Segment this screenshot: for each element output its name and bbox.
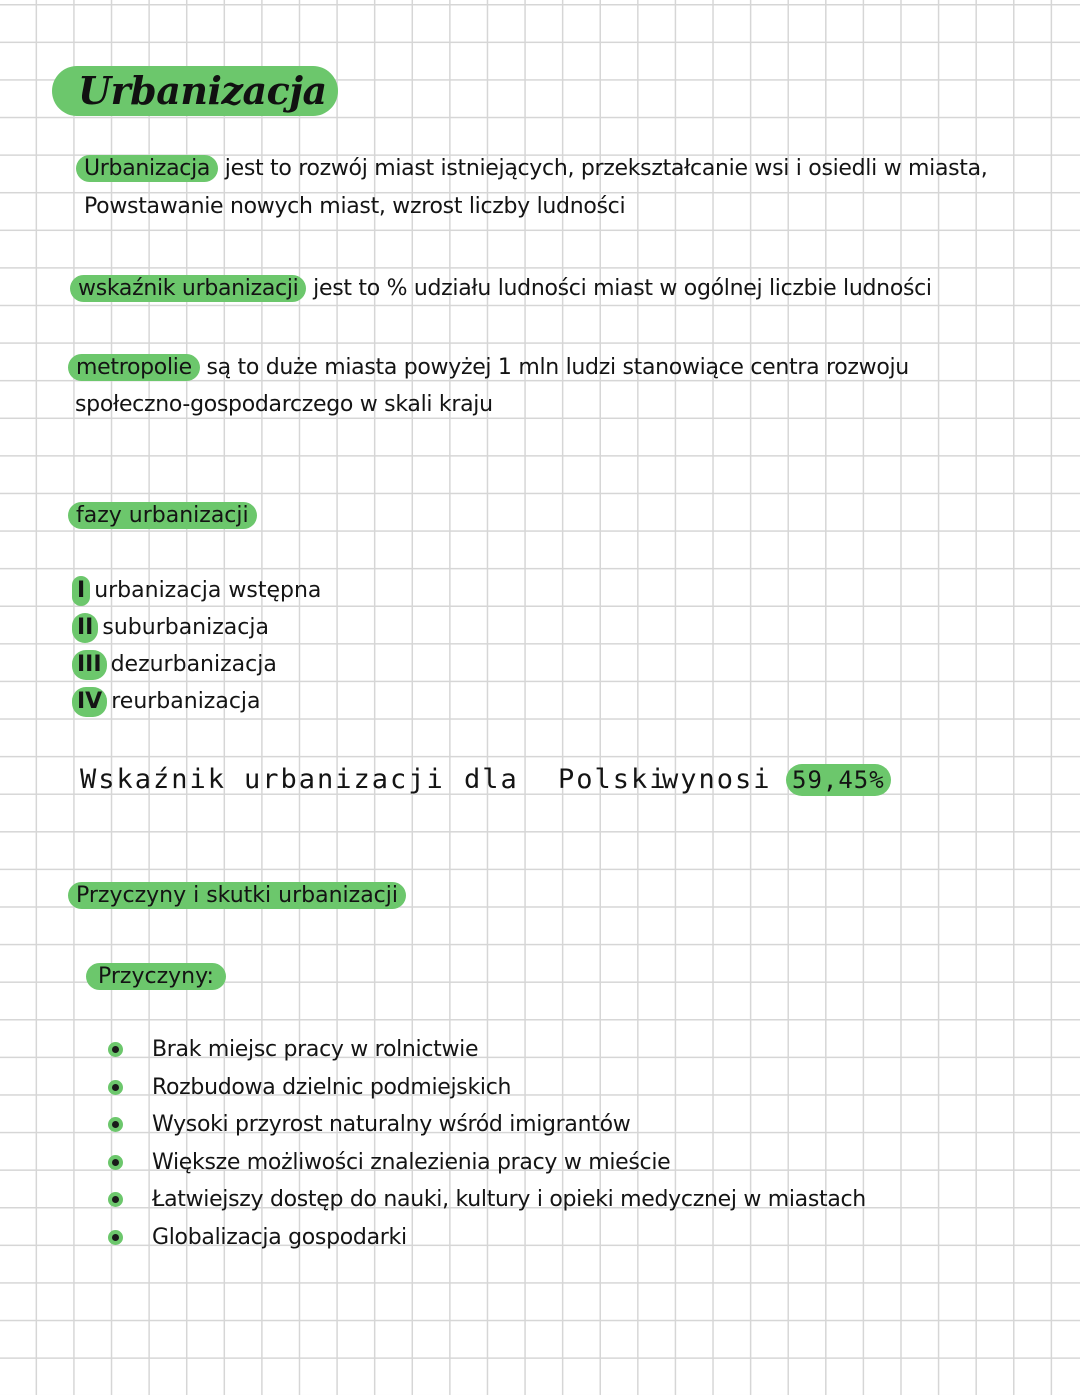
definition-urbanizacja-line2: Powstawanie nowych miast, wzrost liczby ludności: [84, 194, 626, 219]
phases-heading: [68, 501, 257, 531]
list-item: [106, 1181, 866, 1219]
poland-stat-word: dla: [464, 764, 519, 795]
definition-metropolie-line2: społeczno-gospodarczego w skali kraju: [75, 392, 493, 417]
phase-number: IV: [72, 687, 107, 717]
bullet-icon: [108, 1230, 123, 1245]
poland-urbanization-value: 59,45%: [786, 764, 891, 796]
definition-urbanizacja: [76, 154, 988, 184]
cause-text: Łatwiejszy dostęp do nauki, kultury i opieki medycznej w miastach: [152, 1187, 866, 1213]
definition-metropolie: [68, 353, 909, 383]
poland-stat-word: Wskaźnik: [80, 764, 227, 795]
phase-item: [72, 613, 269, 643]
poland-stat-word: urbanizacji: [244, 764, 445, 795]
causes-subheading-label: Przyczyny:: [86, 963, 226, 990]
bullet-icon: [108, 1080, 123, 1095]
bullet-icon: [108, 1192, 123, 1207]
bullet-icon: [108, 1155, 123, 1170]
phases-heading-label: fazy urbanizacji: [68, 502, 257, 529]
bullet-icon: [108, 1117, 123, 1132]
causes-heading: [68, 881, 406, 911]
phase-item: [72, 687, 261, 717]
cause-text: Brak miejsc pracy w rolnictwie: [152, 1037, 479, 1062]
term-urbanizacja: Urbanizacja: [76, 155, 218, 182]
phase-number: I: [72, 576, 90, 606]
phase-number: II: [72, 613, 98, 643]
bullet-icon: [108, 1042, 123, 1057]
term-wskaznik-urbanizacji: wskaźnik urbanizacji: [70, 275, 306, 302]
cause-text: Wysoki przyrost naturalny wśród imigrantów: [152, 1112, 631, 1138]
phase-item: [72, 576, 321, 606]
cause-text: Większe możliwości znalezienia pracy w mieście: [152, 1149, 671, 1175]
causes-heading-label: Przyczyny i skutki urbanizacji: [68, 882, 406, 909]
definition-wskaznik: [70, 274, 932, 304]
definition-wskaznik-text: jest to % udziału ludności miast w ogólnej liczbie ludności: [313, 276, 932, 301]
list-item: [106, 1219, 866, 1257]
phase-label: suburbanizacja: [102, 615, 269, 640]
poland-stat-word: wynosi: [662, 764, 772, 795]
causes-subheading: [86, 962, 226, 992]
phase-label: urbanizacja wstępna: [94, 578, 322, 603]
causes-list: [106, 1031, 866, 1257]
list-item: [106, 1069, 866, 1107]
phase-item: [72, 650, 277, 680]
phase-label: dezurbanizacja: [110, 652, 277, 677]
phase-label: reurbanizacja: [111, 689, 261, 714]
phase-number: III: [72, 650, 107, 680]
list-item: [106, 1106, 866, 1144]
page-title: Urbanizacja: [52, 66, 338, 116]
cause-text: Globalizacja gospodarki: [152, 1224, 407, 1250]
definition-urbanizacja-text: jest to rozwój miast istniejących, przekształcanie wsi i osiedli w miasta,: [224, 156, 988, 181]
definition-metropolie-text: są to duże miasta powyżej 1 mln ludzi stanowiące centra rozwoju: [206, 355, 909, 380]
term-metropolie: metropolie: [68, 354, 200, 381]
list-item: [106, 1031, 866, 1069]
poland-stat-word: Polski: [558, 764, 668, 795]
cause-text: Rozbudowa dzielnic podmiejskich: [152, 1074, 512, 1100]
list-item: [106, 1144, 866, 1182]
